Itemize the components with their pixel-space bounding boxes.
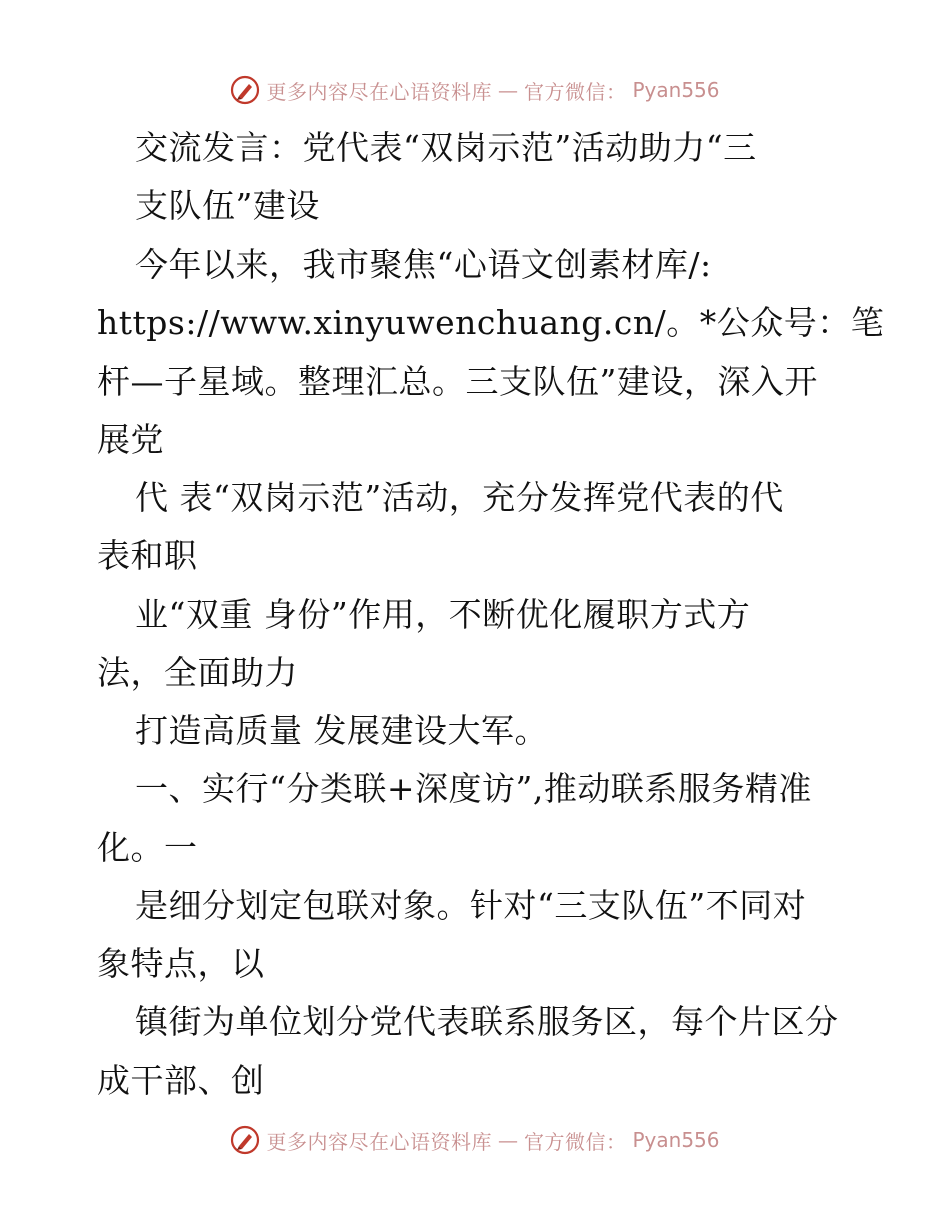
doc-text-line: 打造高质量 发展建设大军。 [135,711,548,750]
pen-nib-icon [230,1125,260,1155]
doc-text-line: 成干部、创 [97,1061,265,1100]
watermark-separator: — [497,78,518,102]
doc-text-line: 业“双重 身份”作用，不断优化履职方式方 [135,595,751,634]
doc-text-line: https://www.xinyuwenchuang.cn/。*公众号：笔 [97,303,885,342]
doc-title-line: 支队伍”建设 [135,186,320,225]
watermark-contact-id: Pyan556 [632,1128,720,1152]
pen-nib-icon [230,75,260,105]
doc-text-line: 表和职 [97,536,198,575]
watermark-contact-label: 官方微信： [523,1129,627,1154]
doc-text-line: 是细分划定包联对象。针对“三支队伍”不同对 [135,886,807,925]
doc-title-line: 交流发言：党代表“双岗示范”活动助力“三 [135,128,757,167]
watermark-text: 更多内容尽在心语资料库 [266,1129,492,1154]
doc-text-line: 杆—子星域。整理汇总。三支队伍”建设，深入开 [97,362,818,401]
doc-text-line: 法，全面助力 [97,653,298,692]
doc-text-line: 象特点，以 [97,944,265,983]
watermark-contact-id: Pyan556 [632,78,720,102]
doc-text-line: 镇街为单位划分党代表联系服务区，每个片区分 [135,1002,839,1041]
doc-text-line: 化。一 [97,828,198,867]
watermark-text: 更多内容尽在心语资料库 [266,79,492,104]
watermark-separator: — [497,1128,518,1152]
doc-text-line: 代 表“双岗示范”活动，充分发挥党代表的代 [135,478,784,517]
footer-watermark [0,1120,950,1160]
doc-text-line: 今年以来，我市聚焦“心语文创素材库/: [135,245,712,284]
header-watermark [0,70,950,110]
doc-text-line: 展党 [97,420,164,459]
watermark-contact-label: 官方微信： [523,79,627,104]
doc-heading-line: 一、实行“分类联+深度访”,推动联系服务精准 [135,769,812,808]
